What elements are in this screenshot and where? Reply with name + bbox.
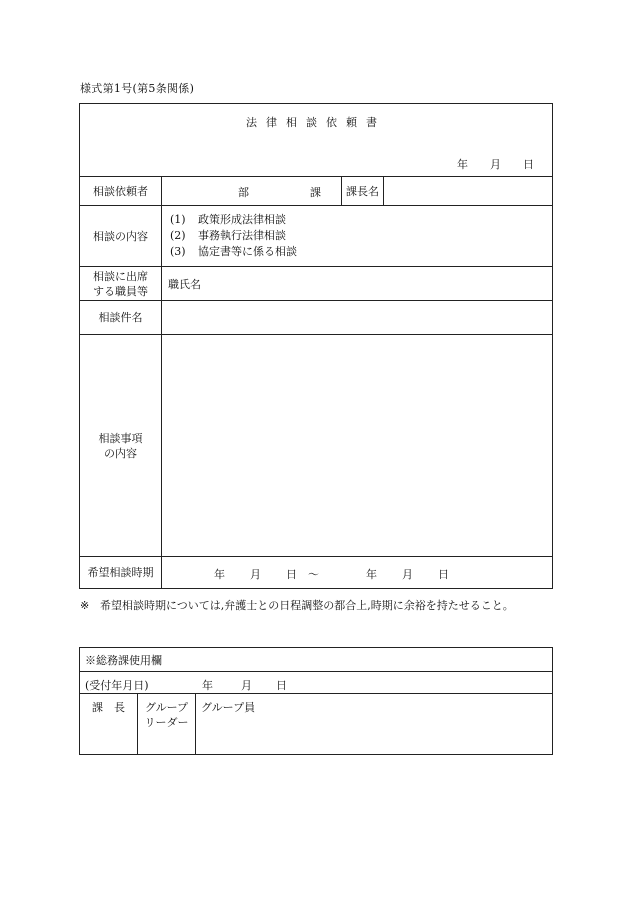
attendee-label: 相談に出席 する職員等 [80, 267, 162, 301]
note-mark: ※ [80, 599, 90, 612]
member-sign-cell[interactable]: グループ員 [196, 694, 553, 755]
from-year: 年 [214, 568, 225, 581]
content-label: 相談の内容 [80, 206, 162, 267]
section-label: 課 [310, 186, 321, 199]
requester-dept-field[interactable] [162, 177, 342, 206]
consultation-request-form [79, 103, 553, 589]
chief-name-field[interactable] [384, 177, 553, 206]
title-cell [80, 104, 553, 177]
chief-sign-cell[interactable]: 課 長 [80, 694, 138, 755]
dept-label: 部 [238, 186, 249, 199]
matter-field[interactable] [162, 335, 553, 557]
to-day: 日 [438, 568, 449, 581]
document-title: 法律相談依頼書 [246, 116, 386, 129]
requester-label: 相談依頼者 [80, 177, 162, 206]
general-affairs-section [79, 647, 553, 755]
receipt-month: 月 [241, 679, 252, 692]
tilde: 〜 [308, 568, 319, 581]
to-month: 月 [402, 568, 413, 581]
request-date [457, 156, 534, 172]
date-year: 年 [457, 158, 468, 171]
admin-title: ※総務課使用欄 [80, 648, 553, 672]
content-option-3[interactable]: (3) 協定書等に係る相談 [170, 245, 297, 258]
scheduling-note [80, 597, 555, 615]
receipt-year: 年 [202, 679, 213, 692]
date-day: 日 [523, 158, 534, 171]
content-option-1[interactable]: (1) 政策形成法律相談 [170, 213, 286, 226]
content-option-2[interactable]: (2) 事務執行法律相談 [170, 229, 286, 242]
matter-label: 相談事項 の内容 [80, 335, 162, 557]
form-number-heading: 様式第1号(第5条関係) [80, 82, 195, 95]
attendee-field[interactable]: 職氏名 [162, 267, 553, 301]
chief-name-label: 課長名 [342, 177, 384, 206]
leader-sign-cell[interactable]: グループ リーダー [138, 694, 196, 755]
subject-field[interactable] [162, 301, 553, 335]
from-day: 日 [286, 568, 297, 581]
preferred-time-field[interactable] [162, 557, 553, 589]
from-month: 月 [250, 568, 261, 581]
content-options[interactable] [162, 206, 553, 267]
receipt-day: 日 [276, 679, 287, 692]
receipt-date-row[interactable] [80, 672, 553, 694]
date-month: 月 [490, 158, 501, 171]
note-text: 希望相談時期については,弁護士との日程調整の都合上,時期に余裕を持たせること。 [100, 599, 514, 612]
preferred-time-label: 希望相談時期 [80, 557, 162, 589]
receipt-label: (受付年月日) [85, 679, 149, 692]
to-year: 年 [366, 568, 377, 581]
subject-label: 相談件名 [80, 301, 162, 335]
